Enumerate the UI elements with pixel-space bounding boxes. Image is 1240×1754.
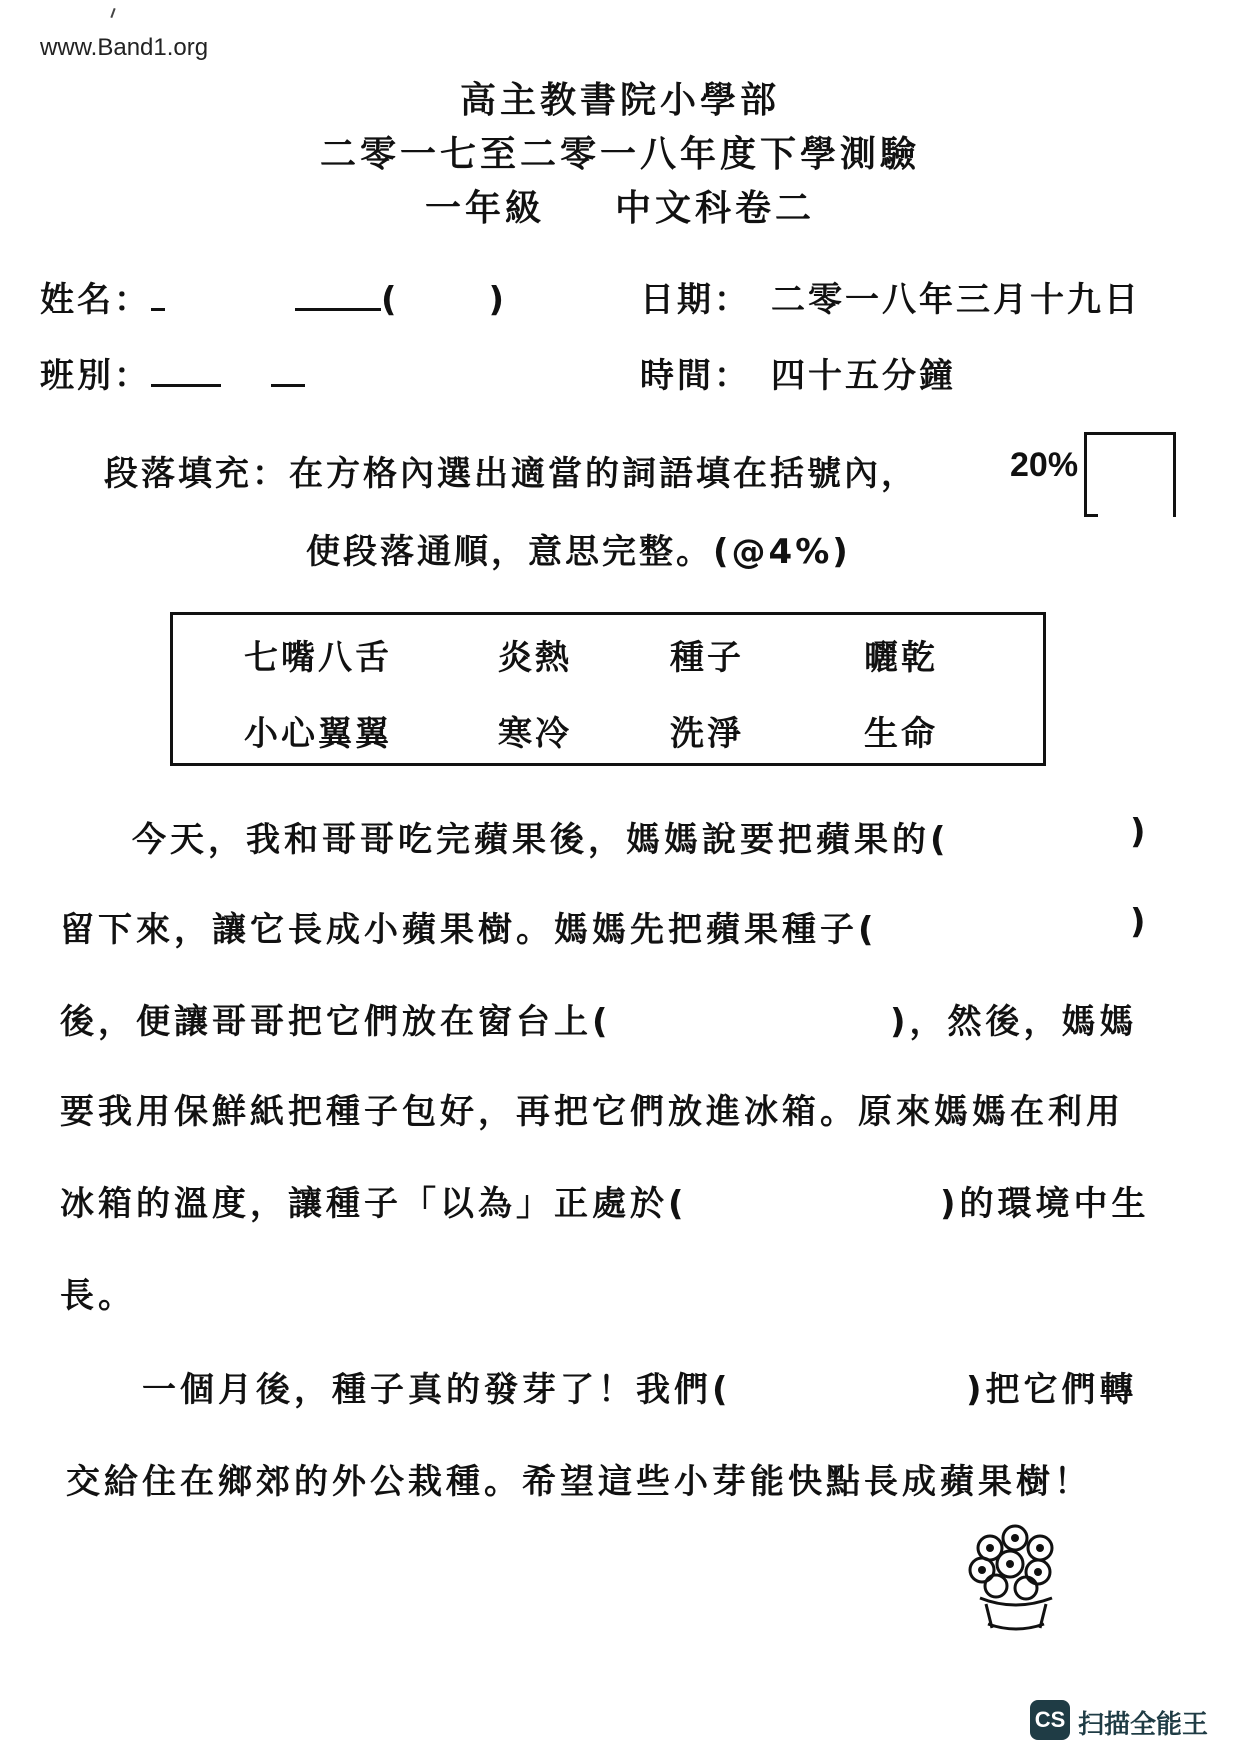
class-blank-a[interactable] (151, 354, 221, 387)
passage-line: )，然後，媽媽 (890, 1002, 1138, 1042)
name-label: 姓名： (40, 280, 151, 320)
passage-line: )把它們轉 (966, 1370, 1138, 1410)
exam-title: 二零一七至二零一八年度下學測驗 (319, 134, 920, 175)
passage-line: 一個月後，種子真的發芽了！我們( (142, 1370, 732, 1410)
section-instruction (104, 446, 918, 495)
time-label: 時間： (640, 356, 751, 396)
class-number-bracket[interactable]: ( ) (381, 280, 508, 320)
word-option: 生命 (864, 714, 938, 754)
word-option: 小心翼翼 (244, 714, 392, 754)
section-title: 段落填充： (104, 454, 289, 494)
word-option: 炎熱 (498, 638, 572, 678)
word-option: 曬乾 (864, 638, 938, 678)
date-field (640, 272, 1141, 321)
class-label: 班別： (40, 356, 151, 396)
word-option: 七嘴八舌 (244, 638, 392, 678)
passage-line: )的環境中生 (940, 1184, 1150, 1224)
grade-subject (0, 180, 1240, 231)
class-blank-b[interactable] (271, 354, 305, 387)
subject: 中文科卷二 (615, 188, 816, 229)
school-name: 高主教書院小學部 (459, 80, 780, 121)
name-blank-a[interactable] (151, 278, 165, 311)
name-blank-b[interactable] (295, 278, 381, 311)
passage-line: 交給住在鄉郊的外公栽種。希望這些小芽能快點長成蘋果樹！ (66, 1462, 1092, 1502)
blank-1-close[interactable]: ) (1130, 812, 1150, 852)
date-value: 二零一八年三月十九日 (771, 280, 1141, 320)
passage-line: 冰箱的溫度，讓種子「以為」正處於( (60, 1184, 688, 1224)
section-score: 20% (1010, 446, 1079, 484)
word-option: 種子 (670, 638, 744, 678)
passage-line: 長。 (60, 1276, 136, 1316)
website-url[interactable]: www.Band1.org (40, 34, 209, 61)
passage-line: 留下來，讓它長成小蘋果樹。媽媽先把蘋果種子( (60, 910, 878, 950)
class-field (40, 348, 305, 397)
flower-pot-icon (960, 1520, 1070, 1644)
watermark-text: 扫描全能王 (1078, 1710, 1209, 1740)
instruction-line1: 在方格內選出適當的詞語填在括號內， (289, 454, 918, 494)
passage-line: 後，便讓哥哥把它們放在窗台上( (60, 1002, 612, 1042)
passage-line: 今天，我和哥哥吃完蘋果後，媽媽說要把蘋果的( (132, 820, 950, 860)
instruction-line2: 使段落通順，意思完整。(@4%) (306, 532, 851, 572)
word-option: 寒冷 (498, 714, 572, 754)
time-field (640, 348, 956, 397)
passage-line: 要我用保鮮紙把種子包好，再把它們放進冰箱。原來媽媽在利用 (60, 1092, 1124, 1132)
score-box[interactable] (1084, 432, 1176, 517)
blank-2-close[interactable]: ) (1130, 902, 1150, 942)
word-option: 洗淨 (670, 714, 744, 754)
scanner-logo-icon: CS (1030, 1700, 1070, 1740)
time-value: 四十五分鐘 (771, 356, 956, 396)
name-field (40, 272, 507, 321)
date-label: 日期： (640, 280, 751, 320)
scan-mark (110, 8, 115, 18)
grade: 一年級 (424, 188, 545, 229)
